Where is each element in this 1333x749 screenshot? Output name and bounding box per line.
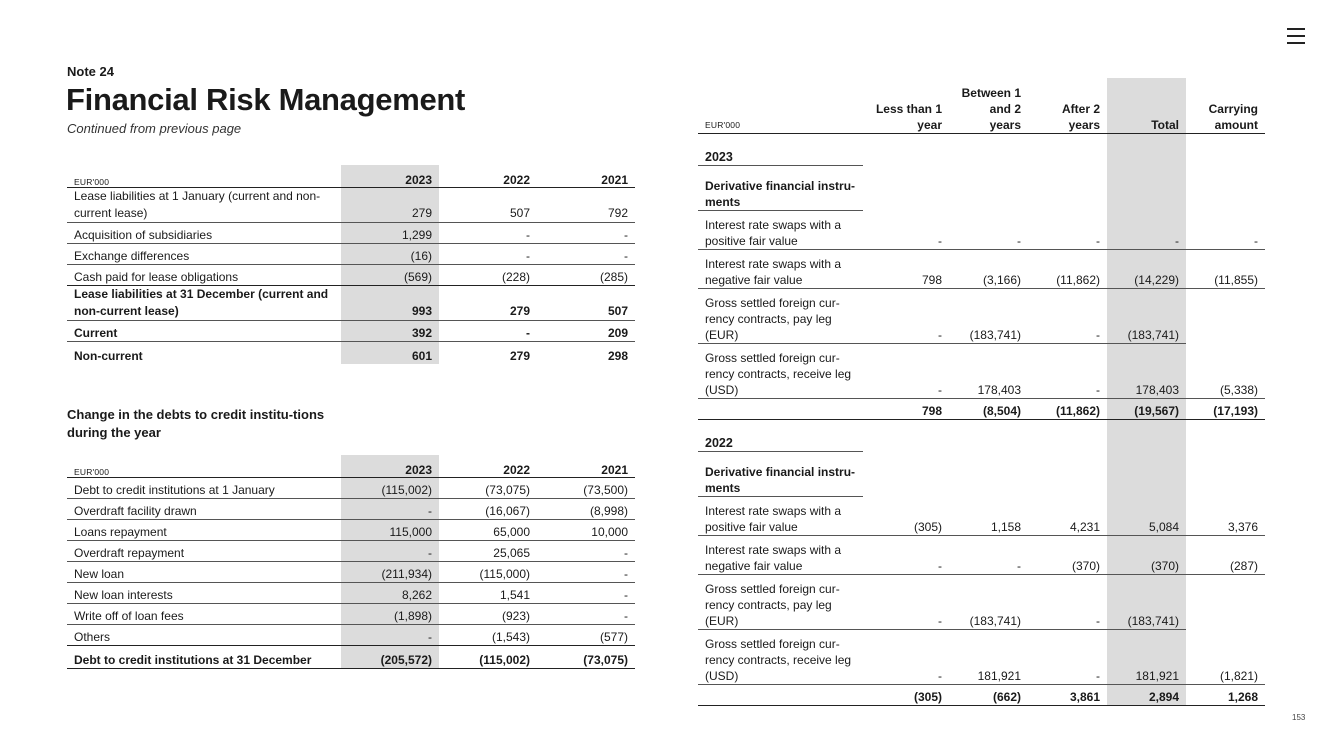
table-row [67,541,635,562]
cell-value: (577) [537,625,635,646]
cell-value: - [537,604,635,625]
cell-value: (14,229) [1107,250,1186,289]
cell-value [1186,289,1265,344]
cell-value: 1,541 [439,583,537,604]
table-row [67,520,635,541]
column-header: 2021 [537,165,635,188]
column-header: EUR'000 [698,78,863,134]
cell-value: (370) [1107,536,1186,575]
cell-value: (183,741) [1107,289,1186,344]
cell-value: - [341,541,439,562]
cell-value: - [439,223,537,244]
cell-value: 392 [341,321,439,342]
row-label: Interest rate swaps with a positive fair value [698,497,863,536]
cell-value: 279 [341,188,439,223]
row-label: Exchange differences [67,244,341,265]
category-row [698,452,1265,497]
row-label: Gross settled foreign cur-rency contracts, receive leg (USD) [698,344,863,399]
category-row [698,166,1265,211]
table-row [698,630,1265,685]
table-row [67,562,635,583]
lease-liabilities-table [67,165,635,364]
table-row [67,625,635,646]
menu-icon[interactable] [1287,27,1305,45]
cell-value: (923) [439,604,537,625]
cell-value: - [1028,289,1107,344]
cell-value: 178,403 [1107,344,1186,399]
page-title: Financial Risk Management [66,82,466,117]
cell-value: (205,572) [341,646,439,669]
debt-credit-institutions-table [67,455,635,669]
row-label: New loan [67,562,341,583]
cell-value: 3,861 [1028,685,1107,706]
row-label: Interest rate swaps with a negative fair value [698,536,863,575]
table-row [67,244,635,265]
cell-value: (8,998) [537,499,635,520]
cell-value: (16) [341,244,439,265]
cell-value: - [537,244,635,265]
page-subtitle: Continued from previous page [67,121,242,136]
row-label: Debt to credit institutions at 1 January [67,478,341,499]
row-label: Acquisition of subsidiaries [67,223,341,244]
row-label: Write off of loan fees [67,604,341,625]
cell-value: 279 [439,286,537,321]
table-row [67,583,635,604]
cell-value: (8,504) [949,399,1028,420]
row-label: Overdraft repayment [67,541,341,562]
column-header: Total [1107,78,1186,134]
column-header: After 2 years [1028,78,1107,134]
table-row [67,342,635,365]
row-label: Interest rate swaps with a negative fair value [698,250,863,289]
cell-value: 798 [863,399,949,420]
table-row [67,265,635,286]
row-label: Cash paid for lease obligations [67,265,341,286]
table-header-row [67,165,635,188]
cell-value: (285) [537,265,635,286]
cell-value: 3,376 [1186,497,1265,536]
column-header: EUR'000 [67,455,341,478]
column-header: 2023 [341,455,439,478]
column-header: 2021 [537,455,635,478]
column-header: EUR'000 [67,165,341,188]
table-row [67,188,635,223]
cell-value: - [1107,211,1186,250]
year-label: 2022 [698,420,863,452]
table-row [698,575,1265,630]
category-label: Derivative financial instru-ments [698,452,863,497]
cell-value: 792 [537,188,635,223]
cell-value: - [863,211,949,250]
cell-value: 798 [863,250,949,289]
cell-value: 65,000 [439,520,537,541]
row-label: Gross settled foreign cur-rency contracts, pay leg (EUR) [698,289,863,344]
cell-value: (662) [949,685,1028,706]
row-label: Lease liabilities at 31 December (current and non-current lease) [67,286,341,321]
cell-value: (73,075) [537,646,635,669]
row-label: Lease liabilities at 1 January (current and non-current lease) [67,188,341,223]
cell-value: (211,934) [341,562,439,583]
cell-value: - [439,321,537,342]
cell-value: (305) [863,497,949,536]
cell-value: 209 [537,321,635,342]
cell-value: - [949,211,1028,250]
cell-value: (370) [1028,536,1107,575]
table-row-total [698,399,1265,420]
table-row-total [67,286,635,321]
note-label: Note 24 [67,64,114,79]
cell-value: - [341,499,439,520]
cell-value: (115,002) [439,646,537,669]
year-label: 2023 [698,134,863,166]
cell-value: (1,821) [1186,630,1265,685]
cell-value: - [863,344,949,399]
cell-value: (115,000) [439,562,537,583]
cell-value: 1,299 [341,223,439,244]
cell-value: 507 [537,286,635,321]
column-header: 2022 [439,455,537,478]
cell-value: (3,166) [949,250,1028,289]
table-row [698,289,1265,344]
cell-value: 298 [607,349,628,363]
cell-value: - [341,625,439,646]
cell-value: 993 [341,286,439,321]
table-row [67,478,635,499]
row-label: Interest rate swaps with a positive fair value [698,211,863,250]
cell-value: (11,855) [1186,250,1265,289]
row-label: Gross settled foreign cur-rency contracts, receive leg (USD) [698,630,863,685]
cell-value: - [1028,344,1107,399]
derivatives-maturity-table [698,78,1265,706]
cell-value: - [863,289,949,344]
column-header: Carrying amount [1186,78,1265,134]
table-row [67,321,635,342]
table-row [67,499,635,520]
cell-value: 1,268 [1186,685,1265,706]
cell-value: (183,741) [949,289,1028,344]
cell-value: - [1028,211,1107,250]
cell-value: (305) [863,685,949,706]
table-row [698,536,1265,575]
cell-value: - [537,583,635,604]
cell-value: 10,000 [537,520,635,541]
cell-value: - [1186,211,1265,250]
cell-value: (5,338) [1186,344,1265,399]
cell-value: 507 [439,188,537,223]
cell-value: 178,403 [949,344,1028,399]
cell-value: 2,894 [1107,685,1186,706]
table-row [698,344,1265,399]
table-row [67,223,635,244]
cell-value: 5,084 [1107,497,1186,536]
cell-value: (569) [341,265,439,286]
row-label: Gross settled foreign cur-rency contracts, pay leg (EUR) [698,575,863,630]
cell-value: - [1028,575,1107,630]
column-header: 2022 [439,165,537,188]
cell-value: 181,921 [1107,630,1186,685]
table-row [698,497,1265,536]
row-label: Loans repayment [67,520,341,541]
debt-section-heading: Change in the debts to credit institu-tions during the year [67,407,325,440]
table-row [698,211,1265,250]
cell-value: (183,741) [949,575,1028,630]
column-header: Less than 1 year [863,78,949,134]
cell-value: 25,065 [439,541,537,562]
cell-value: 4,231 [1028,497,1107,536]
cell-value [1186,575,1265,630]
cell-value: - [537,562,635,583]
cell-value: (19,567) [1107,399,1186,420]
cell-value: (73,075) [439,478,537,499]
cell-value: 279 [509,349,530,363]
cell-value: 181,921 [949,630,1028,685]
table-header-row [698,78,1265,134]
table-row-total [67,646,635,669]
row-label: Non-current [74,349,143,363]
page-number: 153 [1292,713,1306,722]
row-label: Overdraft facility drawn [67,499,341,520]
cell-value: 8,262 [341,583,439,604]
cell-value: - [949,536,1028,575]
cell-value: - [863,536,949,575]
cell-value: (17,193) [1186,399,1265,420]
cell-value: 115,000 [341,520,439,541]
cell-value: (16,067) [439,499,537,520]
table-header-row [67,455,635,478]
row-label: Current [67,321,341,342]
cell-value: - [1028,630,1107,685]
cell-value: (11,862) [1028,399,1107,420]
cell-value: 1,158 [949,497,1028,536]
row-label: Others [67,625,341,646]
cell-value: - [863,575,949,630]
cell-value: (1,543) [439,625,537,646]
column-header: Between 1 and 2 years [949,78,1028,134]
cell-value: (115,002) [341,478,439,499]
cell-value: (11,862) [1028,250,1107,289]
cell-value: (183,741) [1107,575,1186,630]
row-label: New loan interests [67,583,341,604]
table-row [698,250,1265,289]
year-row [698,134,1265,166]
cell-value: (287) [1186,536,1265,575]
cell-value: (228) [439,265,537,286]
cell-value: - [537,541,635,562]
cell-value: - [863,630,949,685]
cell-value: (1,898) [341,604,439,625]
table-row-total [698,685,1265,706]
year-row [698,420,1265,452]
cell-value: 601 [341,342,439,365]
cell-value: - [439,244,537,265]
table-row [67,604,635,625]
category-label: Derivative financial instru-ments [698,166,863,211]
cell-value: - [537,223,635,244]
column-header: 2023 [341,165,439,188]
cell-value: (73,500) [537,478,635,499]
row-label: Debt to credit institutions at 31 December [67,646,341,669]
